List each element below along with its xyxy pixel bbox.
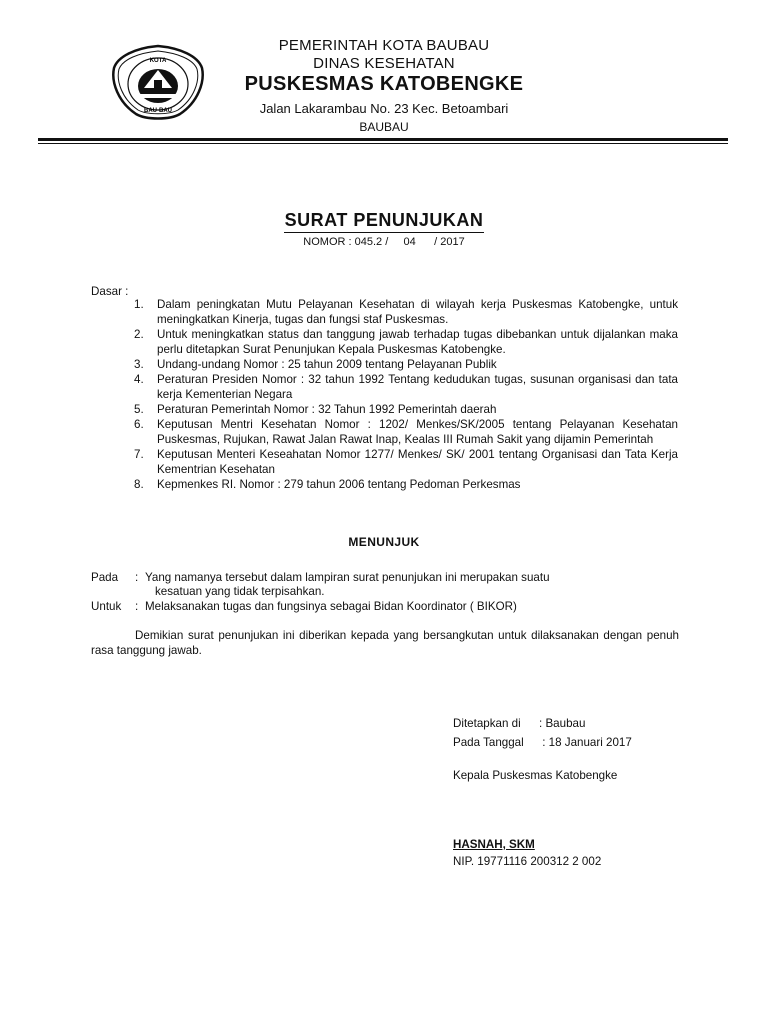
list-item-number: 5. (134, 403, 144, 416)
header-address: Jalan Lakarambau No. 23 Kec. Betoambari (259, 101, 509, 116)
menunjuk-heading: MENUNJUK (348, 535, 420, 549)
list-item-text: Dalam peningkatan Mutu Pelayanan Kesehatan di wilayah kerja Puskesmas Katobengke, untuk meningkatkan Kinerja, tugas dan fungsi staf Puskesmas. (157, 298, 678, 326)
list-item-number: 7. (134, 448, 144, 461)
list-item (130, 447, 678, 477)
list-item (130, 327, 678, 357)
list-item-text: Kepmenkes RI. Nomor : 279 tahun 2006 tentang Pedoman Perkesmas (157, 478, 521, 491)
dasar-label: Dasar : (91, 285, 129, 298)
list-item-number: 1. (134, 298, 144, 311)
pada-label: Pada (91, 571, 119, 584)
list-item-number: 4. (134, 373, 144, 386)
list-item-text: Peraturan Pemerintah Nomor : 32 Tahun 1992 Pemerintah daerah (157, 403, 497, 416)
untuk-label: Untuk (91, 600, 122, 613)
signatory-title: Kepala Puskesmas Katobengke (453, 769, 618, 782)
list-item (130, 402, 678, 417)
dasar-list (130, 297, 678, 492)
list-item-text: Keputusan Mentri Kesehatan Nomor : 1202/ Menkes/SK/2005 tentang Pelayanan Kesehatan Puskesmas, Rujukan, Rawat Jalan Rawat Inap, Kealas III Rumah Sakit yang dijamin Pemerintah (157, 418, 678, 446)
header-city: BAUBAU (359, 120, 409, 134)
signatory-nip: NIP. 19771116 200312 2 002 (453, 855, 602, 868)
list-item (130, 417, 678, 447)
ditetapkan-value: : Baubau (539, 717, 586, 730)
document-number: NOMOR : 045.2 / 04 / 2017 (303, 236, 465, 248)
letterhead-rule-thin (38, 143, 728, 144)
ditetapkan-label: Ditetapkan di (453, 717, 521, 730)
title-underline (284, 232, 484, 233)
ditetapkan-row (453, 717, 585, 730)
header-department: DINAS KESEHATAN (313, 55, 455, 72)
document-title: SURAT PENUNJUKAN (284, 210, 484, 230)
list-item-text: Peraturan Presiden Nomor : 32 tahun 1992 Tentang kedudukan tugas, susunan organisasi dan tata kerja Kementerian Negara (157, 373, 678, 401)
list-item-number: 6. (134, 418, 144, 431)
pada-text-line1: Yang namanya tersebut dalam lampiran surat penunjukan ini merupakan suatu (145, 571, 550, 584)
list-item (130, 477, 678, 492)
list-item (130, 297, 678, 327)
header-government: PEMERINTAH KOTA BAUBAU (278, 37, 490, 54)
pada-text-line2: kesatuan yang tidak terpisahkan. (155, 585, 325, 598)
tanggal-label: Pada Tanggal (453, 736, 524, 749)
pada-colon: : (135, 571, 139, 584)
logo-text-top: KOTA (149, 58, 167, 64)
list-item-text: Untuk meningkatkan status dan tanggung jawab terhadap tugas dibebankan untuk dijalankan maka perlu ditetapkan Surat Penunjukan Kepala Puskesmas Katobengke. (157, 328, 678, 356)
list-item (130, 372, 678, 402)
list-item-number: 3. (134, 358, 144, 371)
list-item-text: Undang-undang Nomor : 25 tahun 2009 tentang Pelayanan Publik (157, 358, 497, 371)
signatory-name: HASNAH, SKM (453, 838, 535, 851)
header-institution: PUSKESMAS KATOBENGKE (244, 73, 524, 95)
untuk-colon: : (135, 600, 139, 613)
list-item-text: Keputusan Menteri Keseahatan Nomor 1277/ Menkes/ SK/ 2001 tentang Organisasi dan Tata Kerja Kementrian Kesehatan (157, 448, 678, 476)
list-item (130, 357, 678, 372)
logo-text-bottom: BAU-BAU (144, 108, 172, 114)
list-item-number: 8. (134, 478, 144, 491)
tanggal-row (453, 736, 632, 749)
tanggal-value: : 18 Januari 2017 (539, 736, 632, 749)
untuk-text: Melaksanakan tugas dan fungsinya sebagai Bidan Koordinator ( BIKOR) (145, 600, 517, 613)
closing-paragraph: Demikian surat penunjukan ini diberikan kepada yang bersangkutan untuk dilaksanakan dengan penuh rasa tanggung jawab. (91, 629, 679, 657)
letterhead-rule-thick (38, 138, 728, 141)
list-item-number: 2. (134, 328, 144, 341)
